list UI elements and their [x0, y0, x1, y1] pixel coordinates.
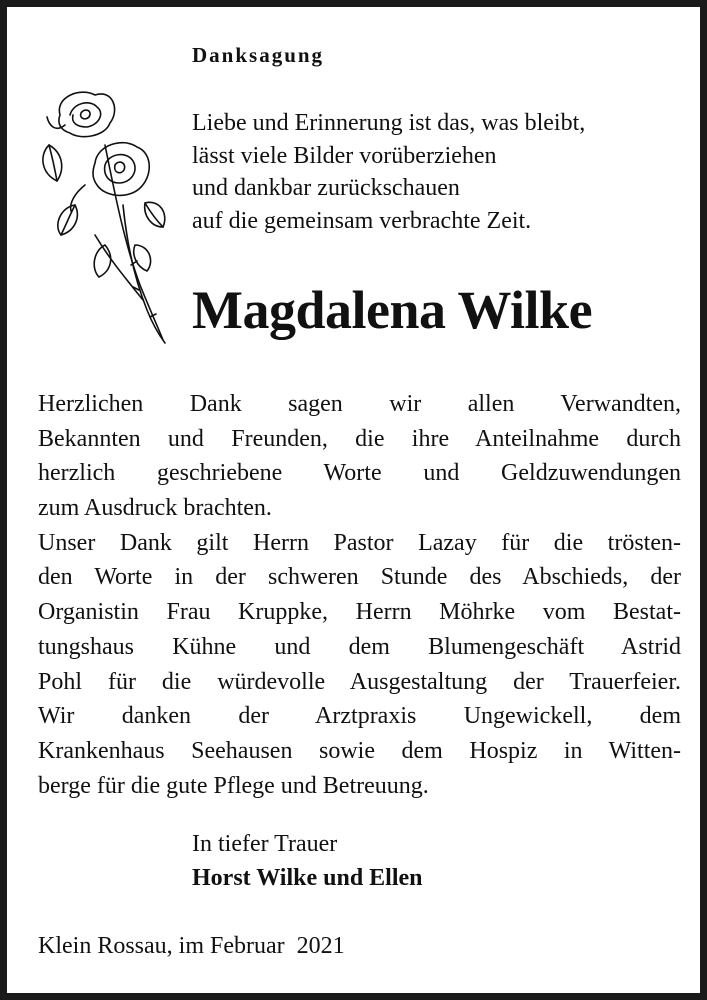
text-line: Unser Dank gilt Herrn Pastor Lazay für die trösten-	[38, 529, 681, 556]
text-line: Pohl für die würdevolle Ausgestaltung der Trauerfeier.	[38, 668, 681, 695]
rose-icon	[35, 85, 175, 347]
poem-line: lässt viele Bilder vorüberziehen	[192, 142, 497, 169]
text-line: tungshaus Kühne und dem Blumengeschäft Astrid	[38, 633, 681, 660]
text-line: den Worte in der schweren Stunde des Abschieds, der	[38, 564, 681, 591]
text-line: Wir danken der Arztpraxis Ungewickell, dem	[38, 703, 681, 730]
text-line: Herzlichen Dank sagen wir allen Verwandten,	[38, 391, 681, 417]
poem-line: und dankbar zurückschauen	[192, 175, 460, 201]
poem	[192, 107, 585, 237]
text-line: zum Ausdruck brachten.	[38, 495, 272, 522]
signers: Horst Wilke und Ellen	[192, 865, 423, 891]
thanks-text	[38, 387, 681, 803]
closing-block	[192, 827, 423, 895]
text-line: herzlich geschriebene Worte und Geldzuwendungen	[38, 460, 681, 487]
deceased-name: Magdalena Wilke	[192, 280, 593, 340]
poem-line: auf die gemeinsam verbrachte Zeit.	[192, 207, 532, 234]
text-line: Organistin Frau Kruppke, Herrn Möhrke vom Bestat-	[38, 599, 681, 626]
text-line: Bekannten und Freunden, die ihre Anteilnahme durch	[38, 425, 681, 452]
place-date: Klein Rossau, im Februar 2021	[38, 933, 345, 959]
notice-heading: Danksagung	[192, 43, 325, 67]
text-line: Krankenhaus Seehausen sowie dem Hospiz in Witten-	[38, 737, 681, 764]
text-line: berge für die gute Pflege und Betreuung.	[38, 772, 429, 799]
closing-phrase: In tiefer Trauer	[192, 831, 338, 857]
poem-line: Liebe und Erinnerung ist das, was bleibt,	[192, 110, 586, 136]
